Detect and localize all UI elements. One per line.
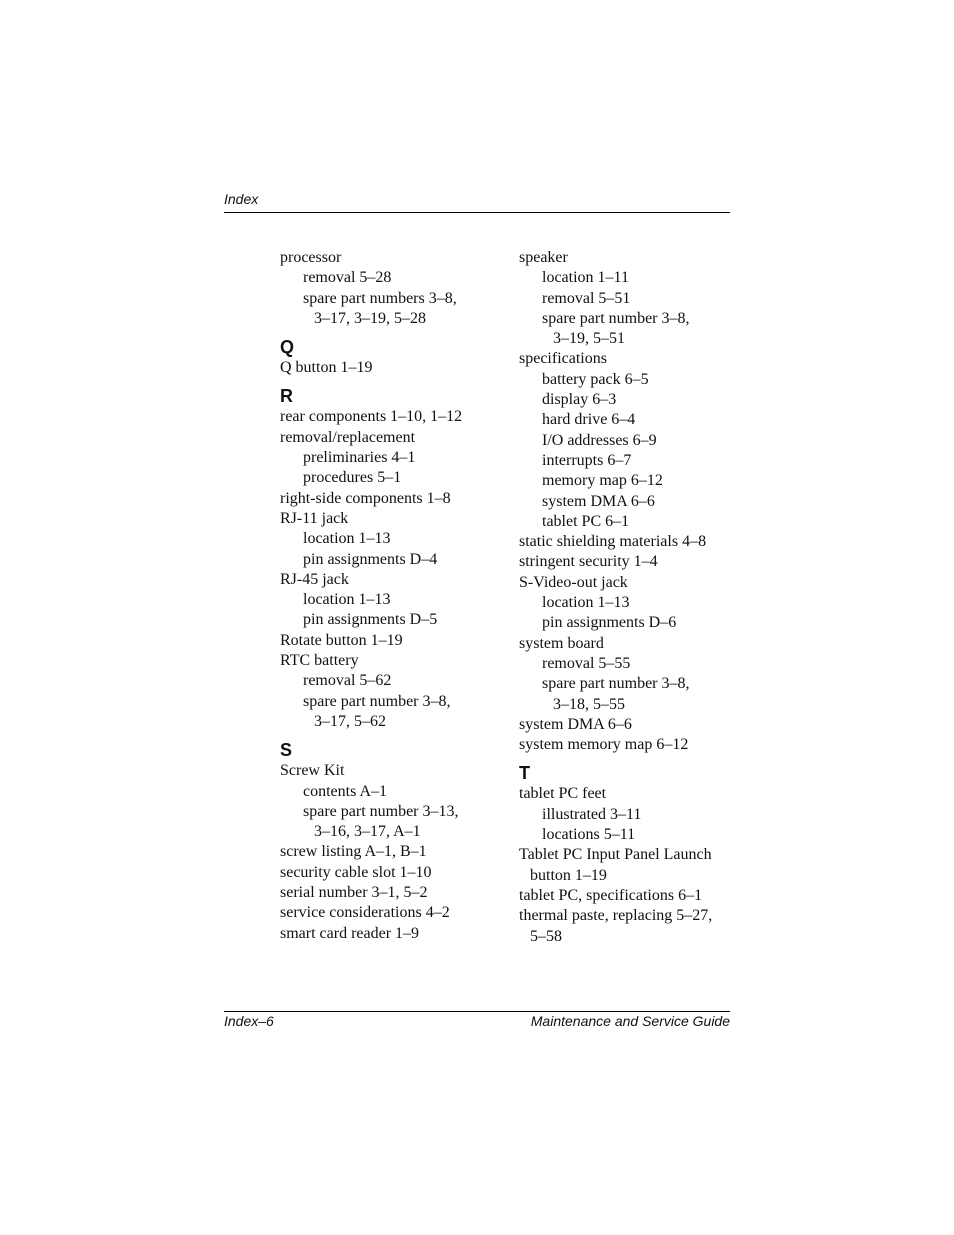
index-subentry: system DMA 6–6 <box>542 492 655 510</box>
index-subentry: spare part number 3–8, <box>542 675 690 693</box>
index-subentry: spare part numbers 3–8, <box>303 289 457 307</box>
index-entry-continuation: 5–58 <box>530 927 562 945</box>
letter-heading: R <box>280 386 293 407</box>
letter-heading: T <box>519 763 530 784</box>
index-subentry: location 1–13 <box>303 591 391 609</box>
index-entry-continuation: button 1–19 <box>530 866 607 884</box>
index-subentry: preliminaries 4–1 <box>303 449 416 467</box>
header-rule <box>224 212 730 213</box>
index-subentry: tablet PC 6–1 <box>542 512 630 530</box>
index-column-right <box>519 248 734 947</box>
index-entry: tablet PC, specifications 6–1 <box>519 886 703 904</box>
index-entry: speaker <box>519 249 568 266</box>
letter-heading: Q <box>280 337 295 358</box>
index-entry: RJ-45 jack <box>280 570 349 588</box>
index-subentry: removal 5–62 <box>303 672 392 690</box>
book-title: Maintenance and Service Guide <box>530 1013 730 1029</box>
page-number: Index–6 <box>224 1013 274 1029</box>
index-subentry: illustrated 3–11 <box>542 805 642 823</box>
index-entry: processor <box>280 249 342 266</box>
index-subentry: removal 5–51 <box>542 289 631 307</box>
index-entry: thermal paste, replacing 5–27, <box>519 907 713 925</box>
index-column-left <box>280 248 500 944</box>
running-head: Index <box>224 191 259 207</box>
index-entry: rear components 1–10, 1–12 <box>280 408 463 426</box>
index-subentry: pin assignments D–4 <box>303 550 438 568</box>
index-subentry: memory map 6–12 <box>542 472 663 490</box>
index-entry: serial number 3–1, 5–2 <box>280 884 428 902</box>
index-entry: S-Video-out jack <box>519 573 628 591</box>
index-subentry: spare part number 3–13, <box>303 802 459 820</box>
index-entry: smart card reader 1–9 <box>280 924 420 942</box>
index-entry: RJ-11 jack <box>280 509 349 527</box>
index-subentry: locations 5–11 <box>542 826 636 844</box>
index-entry: specifications <box>519 350 607 368</box>
index-subentry: removal 5–55 <box>542 654 631 672</box>
index-entry: static shielding materials 4–8 <box>519 533 707 551</box>
index-subentry: hard drive 6–4 <box>542 411 636 429</box>
index-entry: screw listing A–1, B–1 <box>280 843 427 861</box>
index-entry: removal/replacement <box>280 428 416 446</box>
footer-rule <box>224 1011 730 1012</box>
index-subentry: removal 5–28 <box>303 269 392 287</box>
index-subentry-continuation: 3–17, 3–19, 5–28 <box>314 309 426 327</box>
index-subentry: procedures 5–1 <box>303 469 402 487</box>
index-subentry: contents A–1 <box>303 782 387 800</box>
index-subentry: battery pack 6–5 <box>542 370 649 388</box>
index-subentry-continuation: 3–17, 5–62 <box>314 712 386 730</box>
index-entry: system board <box>519 634 604 652</box>
index-subentry-continuation: 3–19, 5–51 <box>553 330 625 348</box>
index-entry: Tablet PC Input Panel Launch <box>519 846 712 864</box>
letter-heading: S <box>280 740 293 761</box>
index-entry: tablet PC feet <box>519 785 607 803</box>
index-entry: security cable slot 1–10 <box>280 863 432 881</box>
index-subentry: I/O addresses 6–9 <box>542 431 657 449</box>
index-entry: RTC battery <box>280 652 359 670</box>
index-entry: Q button 1–19 <box>280 359 373 377</box>
index-entry: stringent security 1–4 <box>519 553 658 571</box>
index-entry: system memory map 6–12 <box>519 736 689 754</box>
index-entry: Screw Kit <box>280 762 345 780</box>
index-entry: Rotate button 1–19 <box>280 631 403 649</box>
index-subentry: pin assignments D–5 <box>303 611 438 629</box>
index-subentry: spare part number 3–8, <box>303 692 451 710</box>
index-subentry: display 6–3 <box>542 391 617 409</box>
index-subentry: location 1–11 <box>542 269 629 287</box>
index-entry: right-side components 1–8 <box>280 489 451 507</box>
index-subentry-continuation: 3–18, 5–55 <box>553 695 625 713</box>
index-entry: system DMA 6–6 <box>519 715 632 733</box>
index-subentry: location 1–13 <box>303 530 391 548</box>
index-subentry: location 1–13 <box>542 594 630 612</box>
index-subentry-continuation: 3–16, 3–17, A–1 <box>314 823 421 841</box>
index-entry: service considerations 4–2 <box>280 904 450 922</box>
index-subentry: spare part number 3–8, <box>542 309 690 327</box>
index-subentry: interrupts 6–7 <box>542 451 632 469</box>
index-subentry: pin assignments D–6 <box>542 614 677 632</box>
